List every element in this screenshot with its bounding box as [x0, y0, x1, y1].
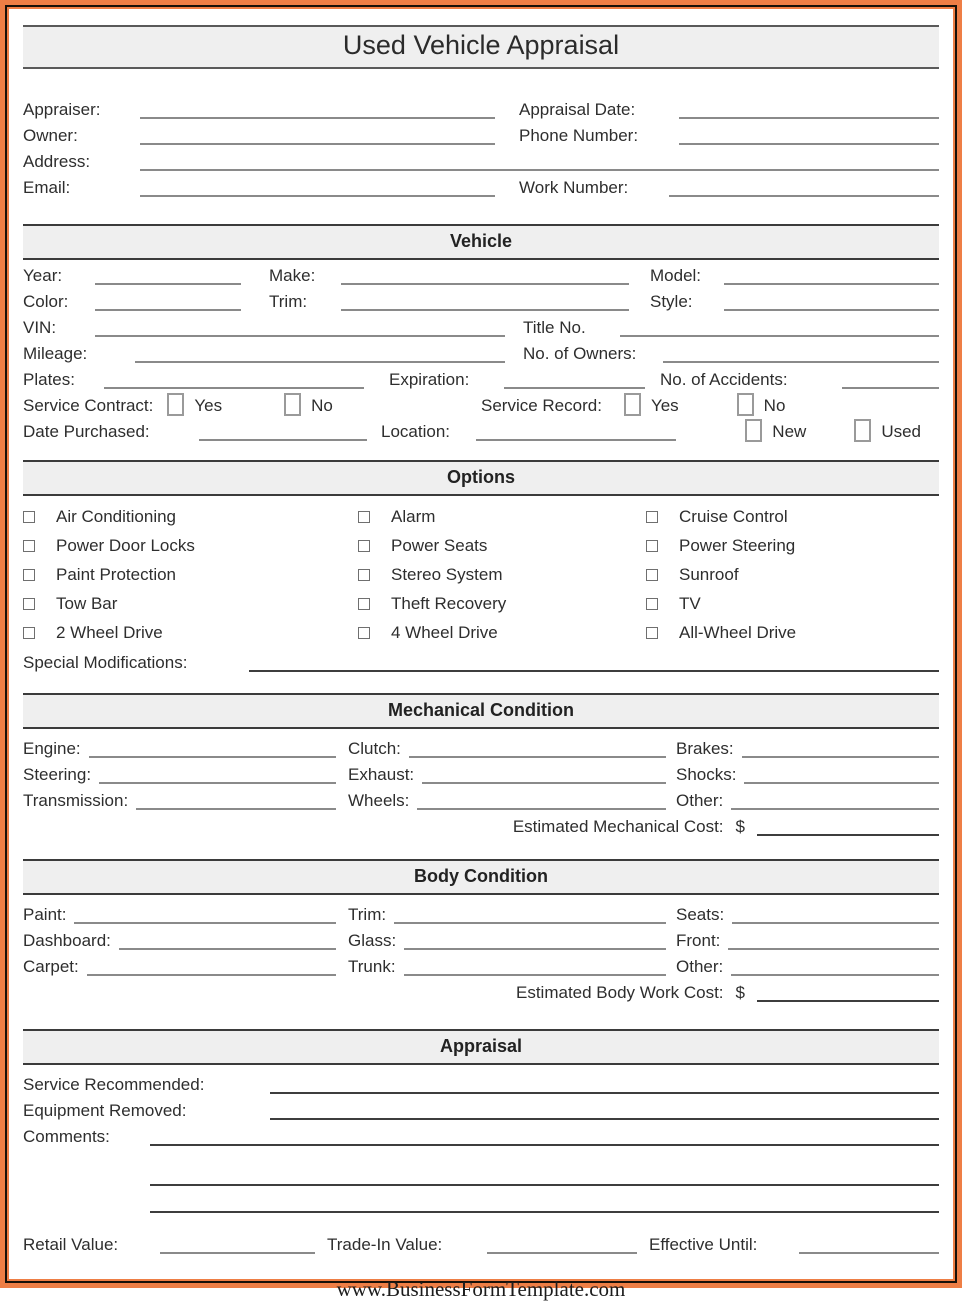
service-contract-no-label: No — [311, 396, 333, 415]
location-label: Location: — [381, 422, 450, 441]
options-grid — [23, 502, 939, 647]
phone-number-input-line[interactable] — [679, 143, 939, 145]
body-cost-label: Estimated Body Work Cost: — [515, 983, 724, 1002]
style-input-line[interactable] — [724, 309, 939, 311]
option-label: Cruise Control — [679, 506, 788, 526]
title-no-label: Title No. — [523, 318, 586, 337]
trim-label: Trim: — [269, 292, 308, 311]
tow-bar-checkbox[interactable] — [23, 598, 35, 610]
vin-label: VIN: — [23, 318, 57, 337]
service-contract-yes-label: Yes — [194, 396, 223, 415]
mechanical-section-header — [23, 693, 939, 729]
dashboard-label: Dashboard: — [23, 931, 111, 950]
body-section-header — [23, 859, 939, 895]
owners-input-line[interactable] — [663, 361, 939, 363]
service-record-no-checkbox[interactable] — [737, 393, 754, 416]
option-4-wheel-drive — [358, 618, 646, 647]
front-label: Front: — [676, 931, 721, 950]
option-label: 4 Wheel Drive — [391, 622, 498, 642]
color-input-line[interactable] — [95, 309, 241, 311]
option-sunroof — [646, 560, 939, 589]
glass-input-line[interactable] — [404, 948, 666, 950]
special-modifications-input-line[interactable] — [249, 670, 939, 672]
transmission-label: Transmission: — [23, 791, 129, 810]
power-steering-checkbox[interactable] — [646, 540, 658, 552]
exhaust-label: Exhaust: — [348, 765, 415, 784]
trunk-input-line[interactable] — [404, 974, 666, 976]
year-input-line[interactable] — [95, 283, 241, 285]
mechanical-cost-input-line[interactable] — [757, 834, 939, 836]
style-label: Style: — [650, 292, 693, 311]
seats-input-line[interactable] — [732, 922, 939, 924]
body-cost-currency: $ — [735, 983, 745, 1002]
body-condition-section — [23, 899, 939, 1003]
option-theft-recovery — [358, 589, 646, 618]
engine-input-line[interactable] — [89, 756, 336, 758]
engine-label: Engine: — [23, 739, 81, 758]
footer-website-link[interactable]: www.BusinessFormTemplate.com — [336, 1277, 626, 1301]
option-alarm — [358, 502, 646, 531]
dashboard-input-line[interactable] — [119, 948, 336, 950]
equipment-removed-input-line[interactable] — [270, 1118, 939, 1120]
special-modifications-label: Special Modifications: — [23, 653, 188, 672]
service-record-label: Service Record: — [481, 396, 602, 415]
body-trim-label: Trim: — [348, 905, 387, 924]
wheels-input-line[interactable] — [417, 808, 666, 810]
option-power-steering — [646, 531, 939, 560]
option-paint-protection — [23, 560, 358, 589]
mileage-label: Mileage: — [23, 344, 88, 363]
option-power-seats — [358, 531, 646, 560]
owner-label: Owner: — [23, 126, 78, 145]
theft-recovery-checkbox[interactable] — [358, 598, 370, 610]
air-conditioning-checkbox[interactable] — [23, 511, 35, 523]
option-tow-bar — [23, 589, 358, 618]
used-checkbox[interactable] — [854, 419, 871, 442]
body-cost-input-line[interactable] — [757, 1000, 939, 1002]
comments-input-line-2[interactable] — [150, 1184, 939, 1186]
new-label: New — [772, 422, 807, 441]
option-label: 2 Wheel Drive — [56, 622, 163, 642]
service-record-yes-label: Yes — [650, 396, 679, 415]
vehicle-section-header — [23, 224, 939, 260]
body-trim-input-line[interactable] — [394, 922, 666, 924]
service-contract-yes-checkbox[interactable] — [167, 393, 184, 416]
option-label: Air Conditioning — [56, 506, 177, 526]
trade-in-value-input-line[interactable] — [487, 1252, 637, 1254]
option-label: Theft Recovery — [391, 593, 507, 613]
page-border-dark — [5, 5, 957, 1301]
comments-input-line-3[interactable] — [150, 1211, 939, 1213]
steering-label: Steering: — [23, 765, 92, 784]
tv-checkbox[interactable] — [646, 598, 658, 610]
body-other-label: Other: — [676, 957, 724, 976]
footer — [23, 1277, 939, 1302]
vin-input-line[interactable] — [95, 335, 505, 337]
address-input-line[interactable] — [140, 169, 939, 171]
owners-label: No. of Owners: — [523, 344, 637, 363]
body-other-input-line[interactable] — [731, 974, 939, 976]
appraisal-date-label: Appraisal Date: — [519, 100, 636, 119]
plates-label: Plates: — [23, 370, 75, 389]
trunk-label: Trunk: — [348, 957, 396, 976]
power-seats-checkbox[interactable] — [358, 540, 370, 552]
options-header-label: Options — [447, 467, 515, 487]
comments-label: Comments: — [23, 1127, 110, 1146]
work-number-label: Work Number: — [519, 178, 629, 197]
exhaust-input-line[interactable] — [422, 782, 666, 784]
service-record-yes-checkbox[interactable] — [624, 393, 641, 416]
carpet-input-line[interactable] — [87, 974, 336, 976]
shocks-input-line[interactable] — [744, 782, 939, 784]
option-stereo-system — [358, 560, 646, 589]
address-label: Address: — [23, 152, 91, 171]
mechanical-cost-label: Estimated Mechanical Cost: — [512, 817, 724, 836]
power-door-locks-checkbox[interactable] — [23, 540, 35, 552]
option-label: Stereo System — [391, 564, 503, 584]
mechanical-section — [23, 733, 939, 837]
paint-label: Paint: — [23, 905, 67, 924]
option-cruise-control — [646, 502, 939, 531]
mileage-input-line[interactable] — [135, 361, 505, 363]
mech-other-input-line[interactable] — [731, 808, 939, 810]
expiration-label: Expiration: — [389, 370, 470, 389]
option-label: Sunroof — [679, 564, 739, 584]
make-label: Make: — [269, 266, 316, 285]
mech-other-label: Other: — [676, 791, 724, 810]
color-label: Color: — [23, 292, 69, 311]
option-power-door-locks — [23, 531, 358, 560]
wheels-label: Wheels: — [348, 791, 410, 810]
new-checkbox[interactable] — [745, 419, 762, 442]
accidents-input-line[interactable] — [842, 387, 939, 389]
2-wheel-drive-checkbox[interactable] — [23, 627, 35, 639]
appraisal-section-header — [23, 1029, 939, 1065]
appraiser-label: Appraiser: — [23, 100, 101, 119]
clutch-input-line[interactable] — [409, 756, 666, 758]
email-input-line[interactable] — [140, 195, 495, 197]
year-label: Year: — [23, 266, 63, 285]
option-label: Power Seats — [391, 535, 488, 555]
model-label: Model: — [650, 266, 702, 285]
option-label: Tow Bar — [56, 593, 118, 613]
model-input-line[interactable] — [724, 283, 939, 285]
front-input-line[interactable] — [728, 948, 939, 950]
service-contract-no-checkbox[interactable] — [284, 393, 301, 416]
option-all-wheel-drive — [646, 618, 939, 647]
option-label: Power Door Locks — [56, 535, 195, 555]
appraiser-input-line[interactable] — [140, 117, 495, 119]
effective-until-label: Effective Until: — [649, 1235, 758, 1254]
mechanical-cost-currency: $ — [735, 817, 745, 836]
effective-until-input-line[interactable] — [799, 1252, 939, 1254]
carpet-label: Carpet: — [23, 957, 79, 976]
options-section-header — [23, 460, 939, 496]
special-modifications-row — [23, 647, 939, 673]
expiration-input-line[interactable] — [504, 387, 645, 389]
date-purchased-input-line[interactable] — [199, 439, 367, 441]
service-recommended-input-line[interactable] — [270, 1092, 939, 1094]
phone-number-label: Phone Number: — [519, 126, 639, 145]
option-label: Power Steering — [679, 535, 796, 555]
form-title: Used Vehicle Appraisal — [342, 30, 620, 60]
seats-label: Seats: — [676, 905, 725, 924]
paint-input-line[interactable] — [74, 922, 336, 924]
owner-input-line[interactable] — [140, 143, 495, 145]
used-label: Used — [881, 422, 921, 441]
option-label: Alarm — [391, 506, 436, 526]
4-wheel-drive-checkbox[interactable] — [358, 627, 370, 639]
mechanical-header-label: Mechanical Condition — [387, 700, 574, 720]
service-record-no-label: No — [763, 396, 786, 415]
retail-value-input-line[interactable] — [160, 1252, 315, 1254]
vehicle-section — [23, 260, 939, 442]
all-wheel-drive-checkbox[interactable] — [646, 627, 658, 639]
trim-input-line[interactable] — [341, 309, 629, 311]
clutch-label: Clutch: — [348, 739, 401, 758]
comments-input-line-1[interactable] — [150, 1144, 939, 1146]
work-number-input-line[interactable] — [669, 195, 939, 197]
option-label: TV — [679, 593, 701, 613]
steering-input-line[interactable] — [99, 782, 336, 784]
vehicle-header-label: Vehicle — [449, 231, 513, 251]
form-page — [9, 9, 953, 1301]
appraisal-section — [23, 1069, 939, 1255]
service-contract-label: Service Contract: — [23, 396, 154, 415]
cruise-control-checkbox[interactable] — [646, 511, 658, 523]
paint-protection-checkbox[interactable] — [23, 569, 35, 581]
option-2-wheel-drive — [23, 618, 358, 647]
shocks-label: Shocks: — [676, 765, 737, 784]
location-input-line[interactable] — [476, 439, 676, 441]
accidents-label: No. of Accidents: — [660, 370, 788, 389]
title-no-input-line[interactable] — [620, 335, 939, 337]
make-input-line[interactable] — [341, 283, 629, 285]
date-purchased-label: Date Purchased: — [23, 422, 150, 441]
retail-value-label: Retail Value: — [23, 1235, 119, 1254]
page-border-orange-inner — [7, 7, 955, 1301]
contact-section — [23, 94, 939, 198]
brakes-input-line[interactable] — [742, 756, 939, 758]
email-label: Email: — [23, 178, 71, 197]
brakes-label: Brakes: — [676, 739, 734, 758]
equipment-removed-label: Equipment Removed: — [23, 1101, 187, 1120]
option-air-conditioning — [23, 502, 358, 531]
service-recommended-label: Service Recommended: — [23, 1075, 205, 1094]
option-tv — [646, 589, 939, 618]
trade-in-value-label: Trade-In Value: — [327, 1235, 443, 1254]
transmission-input-line[interactable] — [136, 808, 336, 810]
body-header-label: Body Condition — [414, 866, 548, 886]
sunroof-checkbox[interactable] — [646, 569, 658, 581]
alarm-checkbox[interactable] — [358, 511, 370, 523]
glass-label: Glass: — [348, 931, 397, 950]
option-label: Paint Protection — [56, 564, 177, 584]
option-label: All-Wheel Drive — [679, 622, 797, 642]
plates-input-line[interactable] — [104, 387, 364, 389]
form-title-bar — [23, 25, 939, 69]
stereo-system-checkbox[interactable] — [358, 569, 370, 581]
appraisal-date-input-line[interactable] — [679, 117, 939, 119]
appraisal-header-label: Appraisal — [439, 1036, 523, 1056]
